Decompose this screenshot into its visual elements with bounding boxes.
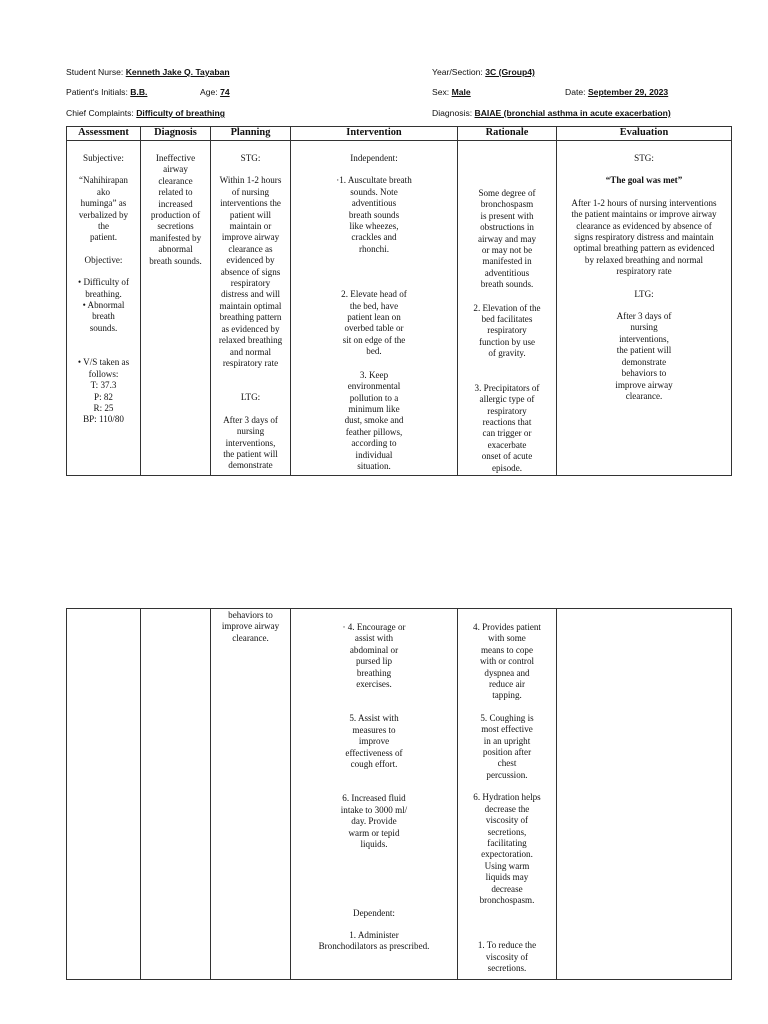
text-line: After 3 days of xyxy=(616,311,672,322)
text-line: tapping. xyxy=(492,690,522,701)
diagnosis-line xyxy=(432,108,671,118)
text-line: is present with xyxy=(480,210,534,221)
text-line: After 3 days of xyxy=(223,414,278,425)
text-line: bed facilitates xyxy=(481,314,533,325)
text-line: onset of acute xyxy=(481,451,533,462)
column-header-evaluation: Evaluation xyxy=(557,127,732,141)
text-line: • Difficulty of xyxy=(77,277,129,288)
text-line: bronchospasm xyxy=(480,199,534,210)
column-header-intervention: Intervention xyxy=(291,127,458,141)
text-line: related to xyxy=(158,187,193,198)
text-line: 2. Elevation of the xyxy=(473,302,541,313)
text-line: function by use xyxy=(478,336,536,347)
student-nurse-line xyxy=(66,67,230,77)
column-header-rationale: Rationale xyxy=(458,127,557,141)
rationale-5-text xyxy=(460,713,554,781)
text-line: clearance as evidenced by absence of xyxy=(576,220,712,231)
text-line: ako xyxy=(96,186,111,197)
text-line: interventions, xyxy=(225,437,276,448)
text-line: 4. Provides patient xyxy=(473,622,541,632)
text-line: in an upright xyxy=(483,735,531,746)
text-line: environmental xyxy=(347,381,401,392)
evaluation-cell-continued xyxy=(557,609,732,980)
text-line: with or control xyxy=(479,656,535,667)
rationale-cell-continued xyxy=(458,609,557,980)
text-line: individual xyxy=(355,449,393,460)
text-line: clearance as xyxy=(228,243,273,254)
text-line: nursing xyxy=(630,322,658,333)
text-line: viscosity of xyxy=(485,951,529,962)
text-line: breathing xyxy=(356,667,392,678)
age-value: 74 xyxy=(220,87,230,97)
text-line: patient. xyxy=(89,232,118,243)
subjective-label: Subjective: xyxy=(83,153,124,163)
text-line: measures to xyxy=(352,724,396,735)
text-line: 6. Hydration helps xyxy=(473,792,541,803)
evaluation-ltg-text xyxy=(559,311,729,402)
patient-initials-value: B.B. xyxy=(130,87,148,97)
text-line: evidenced by xyxy=(226,255,275,266)
text-line: the patient will xyxy=(616,345,672,356)
assessment-cell-continued xyxy=(67,609,141,980)
text-line: clearance xyxy=(158,175,193,186)
text-line: improve airway xyxy=(221,232,280,243)
assessment-cell xyxy=(67,141,141,476)
text-line: reactions that xyxy=(482,416,532,427)
year-section-line xyxy=(432,67,535,77)
text-line: interventions, xyxy=(619,333,669,344)
text-line: patient will xyxy=(229,209,272,220)
text-line: breath sounds. xyxy=(149,255,202,266)
evaluation-stg-text xyxy=(559,198,729,278)
diagnosis-cell xyxy=(141,141,211,476)
text-line: P: 82 xyxy=(94,391,113,402)
text-line: demonstrate xyxy=(228,460,273,471)
care-plan-table-page1 xyxy=(66,126,732,476)
text-line: position after xyxy=(482,747,532,758)
text-line: effectiveness of xyxy=(345,747,403,758)
table-row xyxy=(67,141,732,476)
text-line: decrease the xyxy=(484,803,530,814)
text-line: 2. Elevate head of xyxy=(341,289,407,300)
date-label: Date: xyxy=(565,87,586,97)
date-line xyxy=(565,87,668,97)
text-line: maintain optimal xyxy=(219,300,282,311)
care-plan-table-page2 xyxy=(66,608,732,980)
intervention-cell-continued xyxy=(291,609,458,980)
intervention-5-text xyxy=(293,713,455,770)
student-nurse-label: Student Nurse: xyxy=(66,67,124,77)
text-line: respiratory xyxy=(487,405,527,416)
rationale-6-text xyxy=(460,792,554,906)
text-line: “Nahihirapan xyxy=(79,175,128,186)
text-line: relaxed breathing xyxy=(218,335,283,346)
text-line: sounds. xyxy=(89,322,118,333)
text-line: respiratory xyxy=(230,278,271,289)
independent-label: Independent: xyxy=(350,153,398,163)
text-line: as evidenced by xyxy=(221,323,280,334)
text-line: Ineffective xyxy=(155,153,196,163)
intervention-2-text xyxy=(293,289,455,357)
text-line: chest xyxy=(497,758,517,769)
text-line: day. Provide xyxy=(351,816,397,827)
text-line: sounds. Note xyxy=(350,186,398,197)
intervention-cell xyxy=(291,141,458,476)
text-line: minimum like xyxy=(348,403,400,414)
text-line: optimal breathing pattern as evidenced xyxy=(573,243,715,254)
planning-cell-continued xyxy=(211,609,291,980)
text-line: episode. xyxy=(491,462,523,473)
text-line: the bed, have xyxy=(349,300,399,311)
text-line: breath xyxy=(92,311,115,322)
text-line: airway and may xyxy=(477,233,537,244)
text-line: obstructions in xyxy=(480,222,534,233)
text-line: Within 1-2 hours xyxy=(219,175,282,186)
text-line: verbalized by xyxy=(78,209,129,220)
text-line: 3. Precipitators of xyxy=(474,382,540,393)
dependent-rationale-1-text xyxy=(460,940,554,974)
diagnosis-label: Diagnosis: xyxy=(432,108,473,118)
text-line: assist with xyxy=(354,633,394,644)
text-line: breath sounds. xyxy=(480,279,534,290)
text-line: adventitious xyxy=(484,267,530,278)
text-line: breathing. xyxy=(85,288,122,299)
text-line: respiratory rate xyxy=(222,357,279,368)
diagnosis-cell-continued xyxy=(141,609,211,980)
text-line: decrease xyxy=(491,883,523,894)
text-line: 5. Assist with xyxy=(349,713,399,724)
text-line: or may not be xyxy=(481,245,533,256)
text-line: pollution to a xyxy=(349,392,399,403)
text-line: distress and will xyxy=(220,289,281,300)
text-line: clearance. xyxy=(625,390,663,401)
text-line: R: 25 xyxy=(93,402,114,413)
text-line: means to cope xyxy=(480,644,534,655)
text-line: pursed lip xyxy=(355,656,393,667)
text-line: increased xyxy=(158,198,193,209)
text-line: overbed table or xyxy=(344,323,404,334)
text-line: secretions, xyxy=(487,826,527,837)
text-line: BP: 110/80 xyxy=(83,414,124,425)
text-line: respiratory rate xyxy=(616,266,672,277)
text-line: patient lean on xyxy=(347,312,401,323)
patient-initials-label: Patient's Initials: xyxy=(66,87,128,97)
text-line: interventions the xyxy=(220,198,281,209)
text-line: percussion. xyxy=(486,769,528,780)
text-line: rhonchi. xyxy=(358,243,390,254)
text-line: production of xyxy=(150,210,201,221)
evaluation-stg-label: STG: xyxy=(634,153,654,163)
text-line: T: 37.3 xyxy=(90,380,117,391)
text-line: abnormal xyxy=(158,244,193,255)
text-line: and normal xyxy=(229,346,272,357)
text-line: clearance. xyxy=(232,632,269,643)
objective-text xyxy=(69,277,138,334)
text-line: like wheezes, xyxy=(349,221,399,232)
text-line: demonstrate xyxy=(621,356,667,367)
text-line: exacerbate xyxy=(487,439,527,450)
text-line: sit on edge of the xyxy=(342,334,406,345)
text-line: cough effort. xyxy=(350,759,398,770)
text-line: viscosity of xyxy=(485,815,529,826)
text-line: dyspnea and xyxy=(484,667,530,678)
text-line: improve airway xyxy=(615,379,673,390)
text-line: abdominal or xyxy=(349,644,399,655)
objective-label: Objective: xyxy=(84,254,123,265)
year-section-value: 3C (Group4) xyxy=(485,67,535,77)
text-line: reduce air xyxy=(488,679,526,690)
text-line: improve xyxy=(358,736,390,747)
text-line: 3. Keep xyxy=(359,369,389,380)
diagnosis-value: BAIAE (bronchial asthma in acute exacerbation) xyxy=(474,108,671,118)
chief-complaints-value: Difficulty of breathing xyxy=(136,108,226,118)
text-line: of nursing xyxy=(231,186,270,197)
rationale-1-text xyxy=(460,188,554,291)
text-line: facilitating xyxy=(487,837,527,848)
text-line: 6. Increased fluid xyxy=(342,793,406,804)
planning-stg-text xyxy=(213,175,288,369)
text-line: respiratory xyxy=(487,325,527,336)
sex-value: Male xyxy=(451,87,471,97)
date-value: September 29, 2023 xyxy=(587,87,669,97)
text-line: with some xyxy=(488,633,526,644)
text-line: signs respiratory distress and maintain xyxy=(574,232,714,243)
text-line: Bronchodilators as prescribed. xyxy=(318,941,430,952)
text-line: ·1. Auscultate breath xyxy=(336,175,412,186)
rationale-3-text xyxy=(460,383,554,474)
text-line: 1. Administer xyxy=(349,929,399,940)
chief-complaints-label: Chief Complaints: xyxy=(66,108,134,118)
text-line: follows: xyxy=(88,368,119,379)
text-line: absence of signs xyxy=(220,266,281,277)
planning-ltg-text xyxy=(213,415,288,472)
planning-stg-label: STG: xyxy=(240,153,261,163)
text-line: secretions. xyxy=(487,963,527,974)
text-line: the patient will xyxy=(223,448,278,459)
sex-line xyxy=(432,87,471,97)
text-line: Using warm xyxy=(484,860,530,871)
text-line: breath sounds xyxy=(348,209,400,220)
table-row xyxy=(67,609,732,980)
year-section-label: Year/Section: xyxy=(432,67,483,77)
text-line: secretions xyxy=(157,221,194,232)
text-line: allergic type of xyxy=(479,394,535,405)
nursing-diagnosis-text xyxy=(143,153,208,267)
student-nurse-value: Kenneth Jake Q. Tayaban xyxy=(125,67,230,77)
text-line: behaviors to xyxy=(228,610,273,620)
text-line: warm or tepid xyxy=(348,827,400,838)
text-line: situation. xyxy=(357,460,391,471)
patient-initials-line xyxy=(66,87,147,97)
evaluation-cell xyxy=(557,141,732,476)
rationale-4-text xyxy=(460,622,554,702)
sex-label: Sex: xyxy=(432,87,450,97)
text-line: After 1-2 hours of nursing interventions xyxy=(571,197,717,208)
text-line: exercises. xyxy=(356,679,392,690)
planning-ltg-label: LTG: xyxy=(240,392,261,403)
text-line: liquids may xyxy=(485,872,529,883)
text-line: improve airway xyxy=(221,621,280,632)
intervention-6-text xyxy=(293,793,455,850)
text-line: by relaxed breathing and normal xyxy=(584,254,704,265)
subjective-text xyxy=(69,175,138,243)
text-line: maintain or xyxy=(229,221,272,232)
text-line: adventitious xyxy=(351,198,397,209)
text-line: according to xyxy=(351,438,397,449)
text-line: • V/S taken as xyxy=(77,357,130,368)
text-line: crackles and xyxy=(351,232,397,243)
text-line: • Abnormal xyxy=(82,300,125,311)
intervention-1-text xyxy=(293,175,455,255)
age-label: Age: xyxy=(200,87,218,97)
text-line: the xyxy=(97,221,110,232)
intervention-4-text xyxy=(293,622,455,690)
text-line: manifested in xyxy=(482,256,532,267)
text-line: bed. xyxy=(366,346,382,357)
planning-ltg-continued-text xyxy=(213,610,288,644)
text-line: bronchospasm. xyxy=(479,894,535,905)
dependent-intervention-1-text xyxy=(293,930,455,953)
table-header-row xyxy=(67,127,732,141)
text-line: 5. Coughing is xyxy=(480,712,534,723)
text-line: 1. To reduce the xyxy=(477,940,537,951)
text-line: huminga” as xyxy=(80,198,127,209)
column-header-diagnosis: Diagnosis xyxy=(141,127,211,141)
text-line: manifested by xyxy=(149,232,202,243)
column-header-assessment: Assessment xyxy=(67,127,141,141)
text-line: airway xyxy=(163,164,188,175)
text-line: most effective xyxy=(481,724,533,735)
text-line: feather pillows, xyxy=(345,426,403,437)
text-line: the patient maintains or improve airway xyxy=(571,209,717,220)
column-header-planning: Planning xyxy=(211,127,291,141)
age-line xyxy=(200,87,230,97)
text-line: breathing pattern xyxy=(219,312,282,323)
dependent-label: Dependent: xyxy=(353,907,395,918)
text-line: expectoration. xyxy=(481,849,533,860)
vital-signs-text xyxy=(69,357,138,425)
intervention-3-text xyxy=(293,370,455,473)
text-line: liquids. xyxy=(360,839,388,850)
text-line: behaviors to xyxy=(621,368,667,379)
evaluation-ltg-label: LTG: xyxy=(634,288,654,299)
text-line: of gravity. xyxy=(488,348,526,359)
rationale-2-text xyxy=(460,303,554,360)
text-line: · 4. Encourage or xyxy=(342,622,406,632)
chief-complaints-line xyxy=(66,108,225,118)
text-line: dust, smoke and xyxy=(344,415,404,426)
text-line: Some degree of xyxy=(478,188,536,198)
text-line: nursing xyxy=(236,426,265,437)
rationale-cell xyxy=(458,141,557,476)
goal-met-text: “The goal was met” xyxy=(605,175,683,186)
text-line: can trigger or xyxy=(482,428,532,439)
planning-cell xyxy=(211,141,291,476)
text-line: intake to 3000 ml/ xyxy=(340,804,408,815)
